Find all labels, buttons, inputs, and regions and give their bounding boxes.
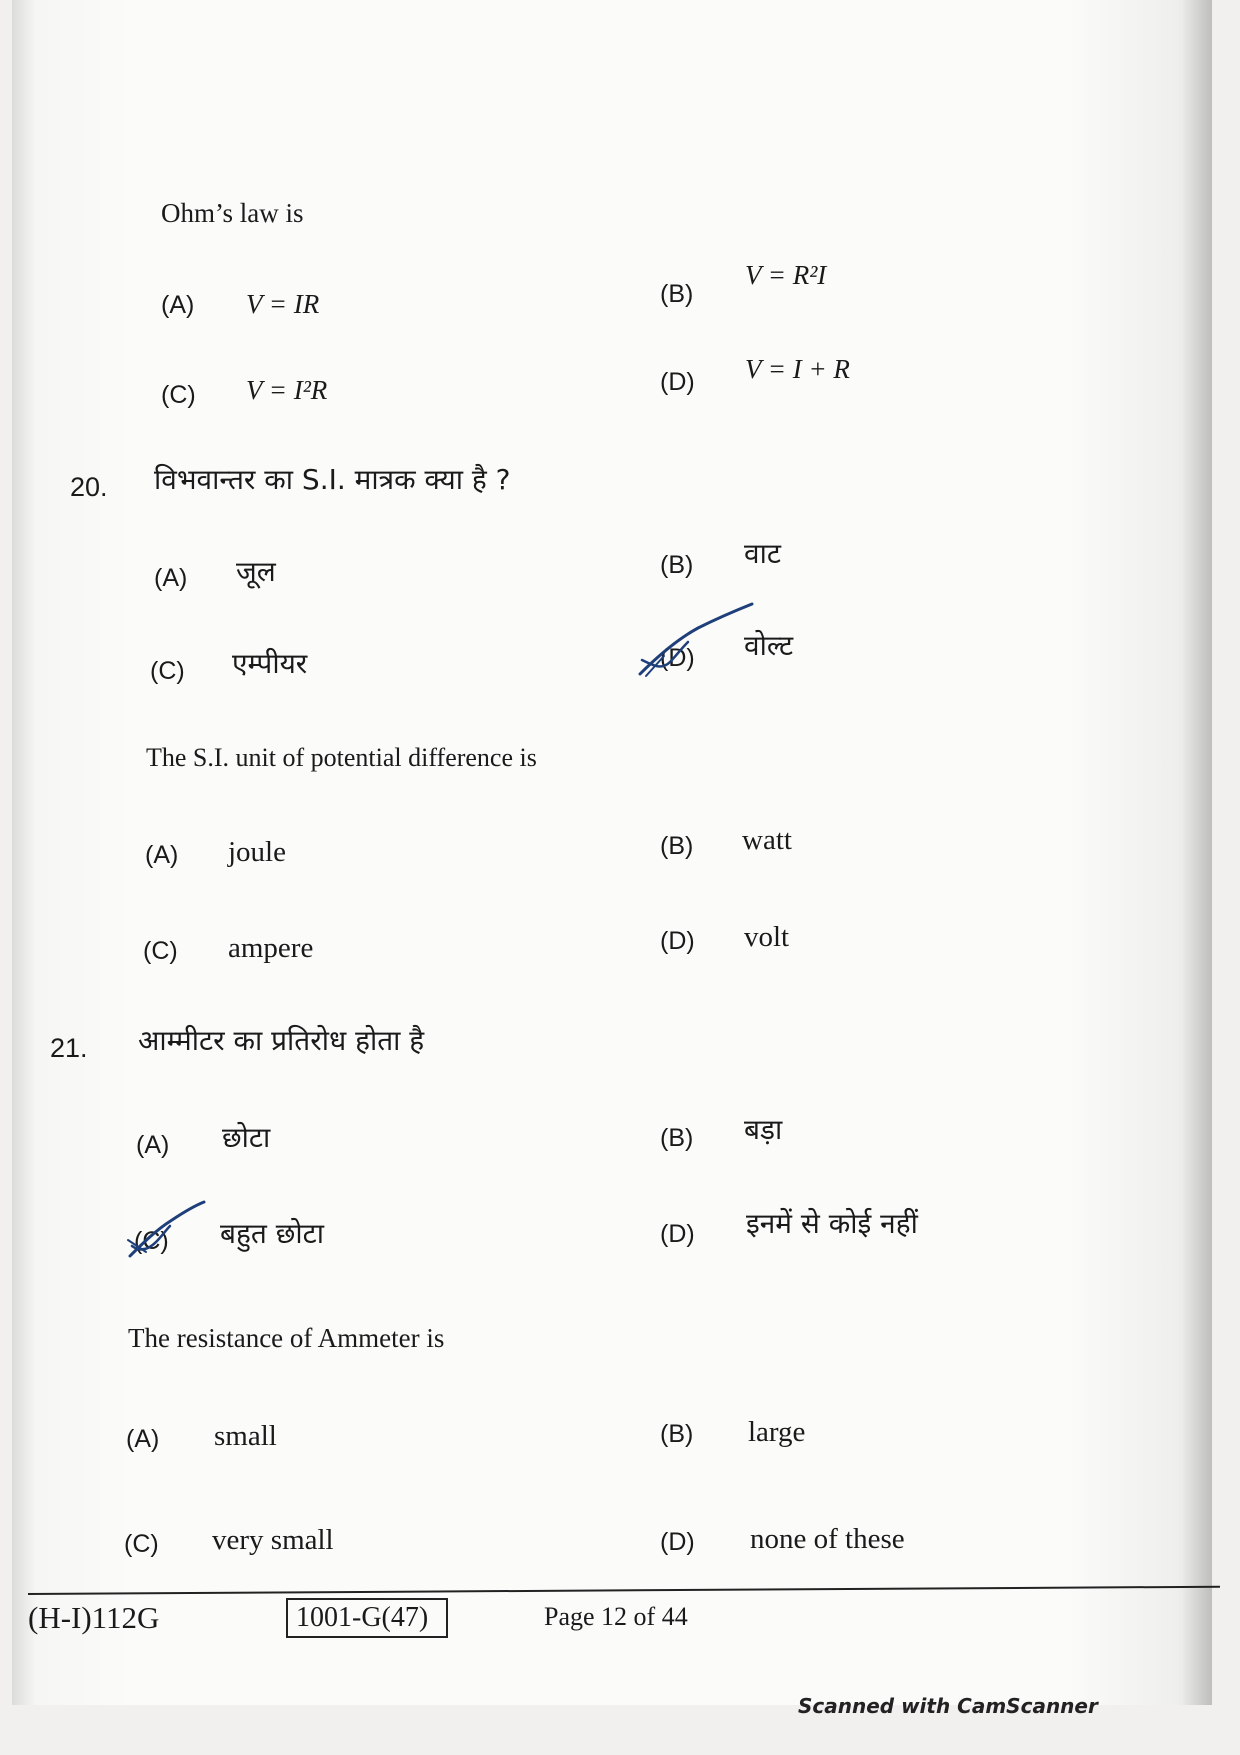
q20-hi-option-a-text: जूल (236, 555, 276, 588)
q20-question-hi: विभवान्तर का S.I. मात्रक क्या है ? (154, 463, 511, 496)
q20-hi-option-d-label: (D) (660, 644, 695, 672)
q21-en-option-d-text: none of these (750, 1523, 905, 1555)
q20-number: 20. (70, 472, 108, 502)
q21-number: 21. (50, 1033, 88, 1063)
q19-option-d-label: (D) (660, 368, 695, 396)
q20-en-option-c-label: (C) (143, 937, 178, 965)
q21-en-option-c-text: very small (212, 1524, 334, 1556)
footer-paper-code: 1001-G(47) (296, 1602, 429, 1633)
q19-option-c-label: (C) (161, 381, 196, 409)
q21-hi-option-d-label: (D) (660, 1220, 695, 1248)
q21-en-option-b-label: (B) (660, 1420, 694, 1448)
q21-answer-tick-mark (126, 1200, 206, 1260)
q20-en-option-c-text: ampere (228, 932, 314, 964)
q21-en-option-a-label: (A) (126, 1425, 160, 1453)
q21-en-option-b-text: large (748, 1416, 806, 1448)
exam-page (12, 0, 1212, 1705)
scanner-watermark: Scanned with CamScanner (798, 1694, 1098, 1718)
q20-hi-option-c-label: (C) (150, 657, 185, 685)
q20-en-option-d-label: (D) (660, 927, 695, 955)
q21-en-option-a-text: small (214, 1420, 277, 1452)
q20-hi-option-a-label: (A) (154, 564, 188, 592)
q19-option-c-text: V = I²R (246, 375, 328, 405)
q20-en-option-b-text: watt (742, 824, 792, 856)
q20-en-option-d-text: volt (744, 921, 790, 953)
q20-hi-option-b-text: वाट (744, 537, 781, 570)
q19-option-a-label: (A) (161, 291, 195, 319)
q21-hi-option-a-text: छोटा (222, 1121, 271, 1154)
q20-hi-option-d-text: वोल्ट (744, 629, 794, 662)
q21-question-hi: आम्मीटर का प्रतिरोध होता है (138, 1024, 425, 1057)
footer-page-number: Page 12 of 44 (544, 1602, 688, 1631)
q21-en-option-d-label: (D) (660, 1528, 695, 1556)
q21-hi-option-c-text: बहुत छोटा (220, 1217, 324, 1250)
q19-question-en: Ohm’s law is (161, 198, 304, 228)
q20-en-option-b-label: (B) (660, 832, 694, 860)
q21-hi-option-b-label: (B) (660, 1124, 694, 1152)
q21-hi-option-b-text: बड़ा (744, 1113, 783, 1146)
q20-question-en: The S.I. unit of potential difference is (146, 743, 537, 772)
q21-hi-option-d-text: इनमें से कोई नहीं (746, 1207, 918, 1240)
page-edge-shadow (1182, 0, 1212, 1705)
q20-hi-option-c-text: एम्पीयर (232, 647, 308, 680)
q19-option-b-label: (B) (660, 280, 694, 308)
q20-en-option-a-text: joule (228, 836, 286, 868)
q21-hi-option-c-label: (C) (134, 1227, 169, 1255)
q20-en-option-a-label: (A) (145, 841, 179, 869)
q21-question-en: The resistance of Ammeter is (128, 1323, 445, 1353)
q21-hi-option-a-label: (A) (136, 1131, 170, 1159)
q21-en-option-c-label: (C) (124, 1530, 159, 1558)
q19-option-b-text: V = R²I (745, 260, 827, 290)
q19-option-a-text: V = IR (246, 289, 320, 319)
footer-series-code: (H-I)112G (28, 1600, 160, 1635)
q20-hi-option-b-label: (B) (660, 551, 694, 579)
q20-answer-tick-mark (636, 600, 756, 680)
q19-option-d-text: V = I + R (745, 354, 850, 384)
